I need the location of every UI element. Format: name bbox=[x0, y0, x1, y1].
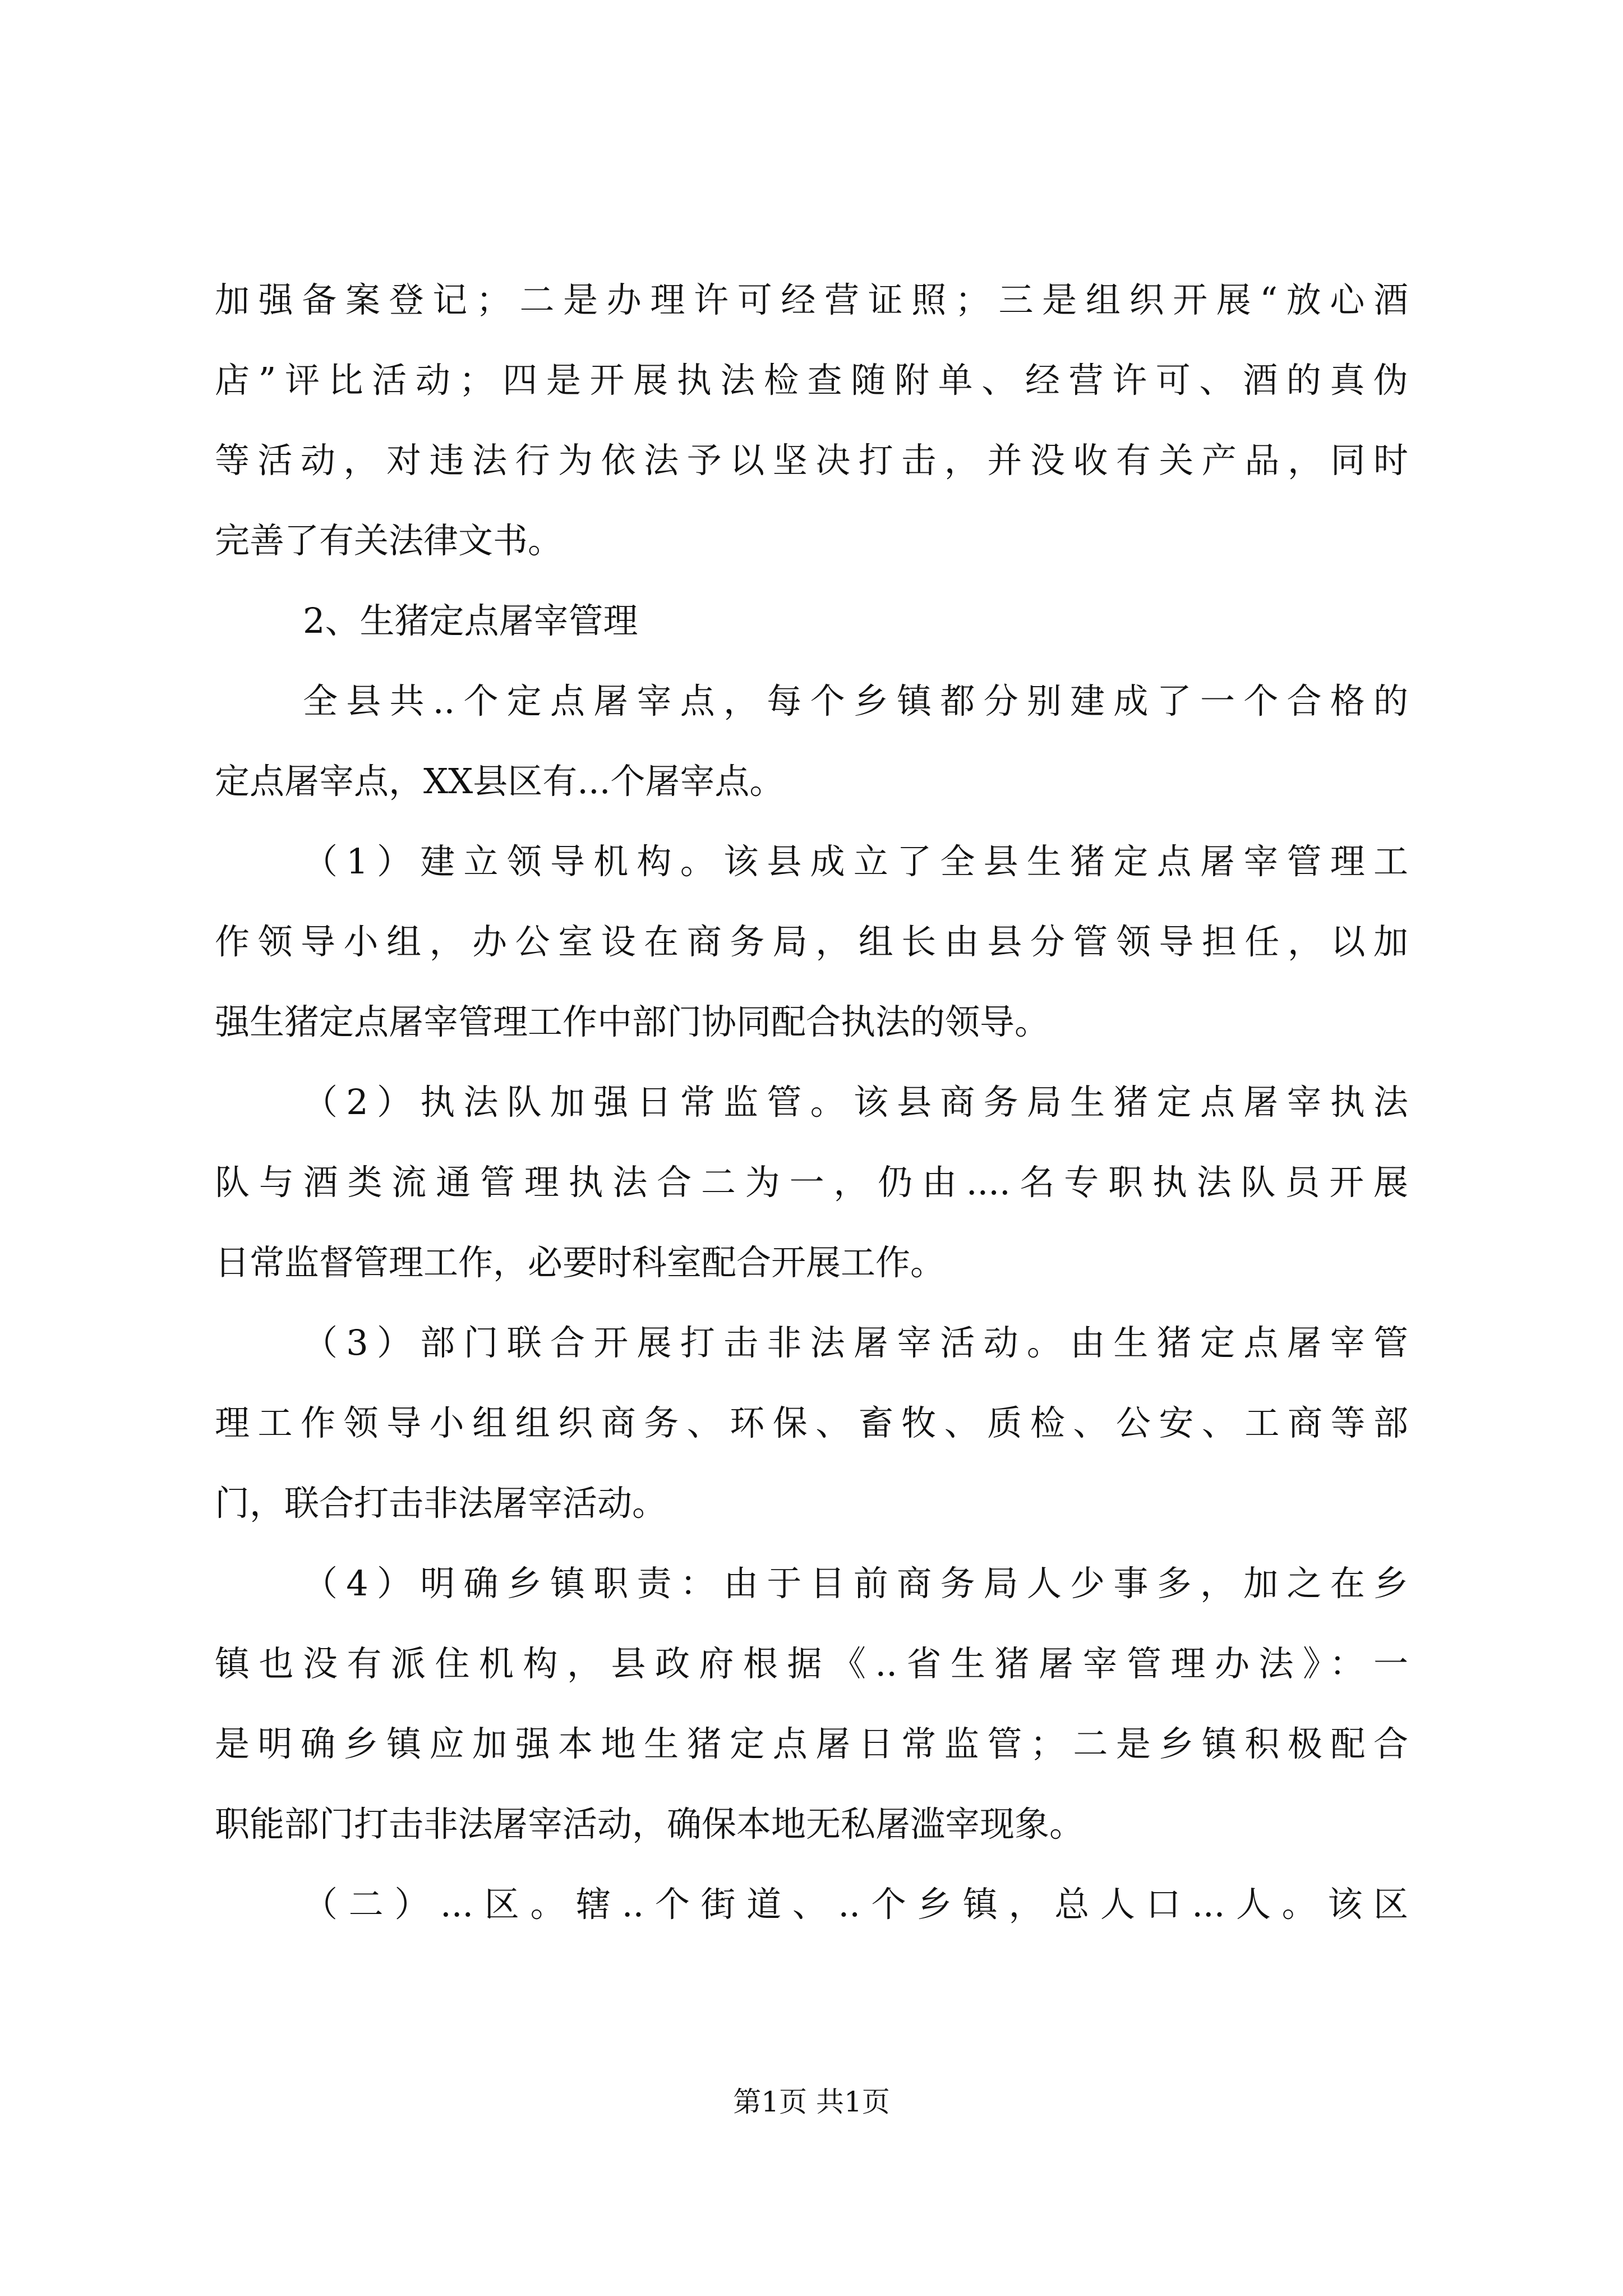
body-line: 全县共..个定点屠宰点，每个乡镇都分别建成了一个合格的 bbox=[303, 680, 1408, 721]
body-line: 门，联合打击非法屠宰活动。 bbox=[215, 1483, 667, 1524]
body-line: 完善了有关法律文书。 bbox=[215, 520, 563, 561]
body-line: 职能部门打击非法屠宰活动，确保本地无私屠滥宰现象。 bbox=[215, 1803, 1085, 1844]
body-line: 日常监督管理工作，必要时科室配合开展工作。 bbox=[215, 1242, 946, 1283]
body-line: 强生猪定点屠宰管理工作中部门协同配合执法的领导。 bbox=[215, 1001, 1050, 1042]
body-line: （1）建立领导机构。该县成立了全县生猪定点屠宰管理工 bbox=[303, 841, 1408, 882]
section-heading: 2、生猪定点屠宰管理 bbox=[303, 600, 638, 641]
body-line: （4）明确乡镇职责：由于目前商务局人少事多，加之在乡 bbox=[303, 1563, 1408, 1604]
body-line: 镇也没有派住机构，县政府根据《..省生猪屠宰管理办法》：一 bbox=[215, 1643, 1408, 1684]
body-line: 队与酒类流通管理执法合二为一，仍由....名专职执法队员开展 bbox=[215, 1162, 1408, 1203]
body-line: 定点屠宰点，XX县区有...个屠宰点。 bbox=[215, 761, 785, 802]
body-line: 理工作领导小组组织商务、环保、畜牧、质检、公安、工商等部 bbox=[215, 1402, 1408, 1443]
body-line: 等活动，对违法行为依法予以坚决打击，并没收有关产品，同时 bbox=[215, 440, 1408, 481]
body-line: （3）部门联合开展打击非法屠宰活动。由生猪定点屠宰管 bbox=[303, 1322, 1408, 1363]
body-line: 是明确乡镇应加强本地生猪定点屠日常监管；二是乡镇积极配合 bbox=[215, 1723, 1408, 1764]
body-line: 店”评比活动；四是开展执法检查随附单、经营许可、酒的真伪 bbox=[215, 360, 1408, 401]
page-number-footer: 第1页 共1页 bbox=[733, 2086, 890, 2118]
body-line: （2）执法队加强日常监管。该县商务局生猪定点屠宰执法 bbox=[303, 1082, 1408, 1122]
body-line: 作领导小组，办公室设在商务局，组长由县分管领导担任，以加 bbox=[215, 921, 1408, 962]
body-line: （二）...区。辖..个街道、..个乡镇，总人口...人。该区 bbox=[303, 1884, 1408, 1925]
body-line: 加强备案登记；二是办理许可经营证照；三是组织开展“放心酒 bbox=[215, 279, 1408, 320]
